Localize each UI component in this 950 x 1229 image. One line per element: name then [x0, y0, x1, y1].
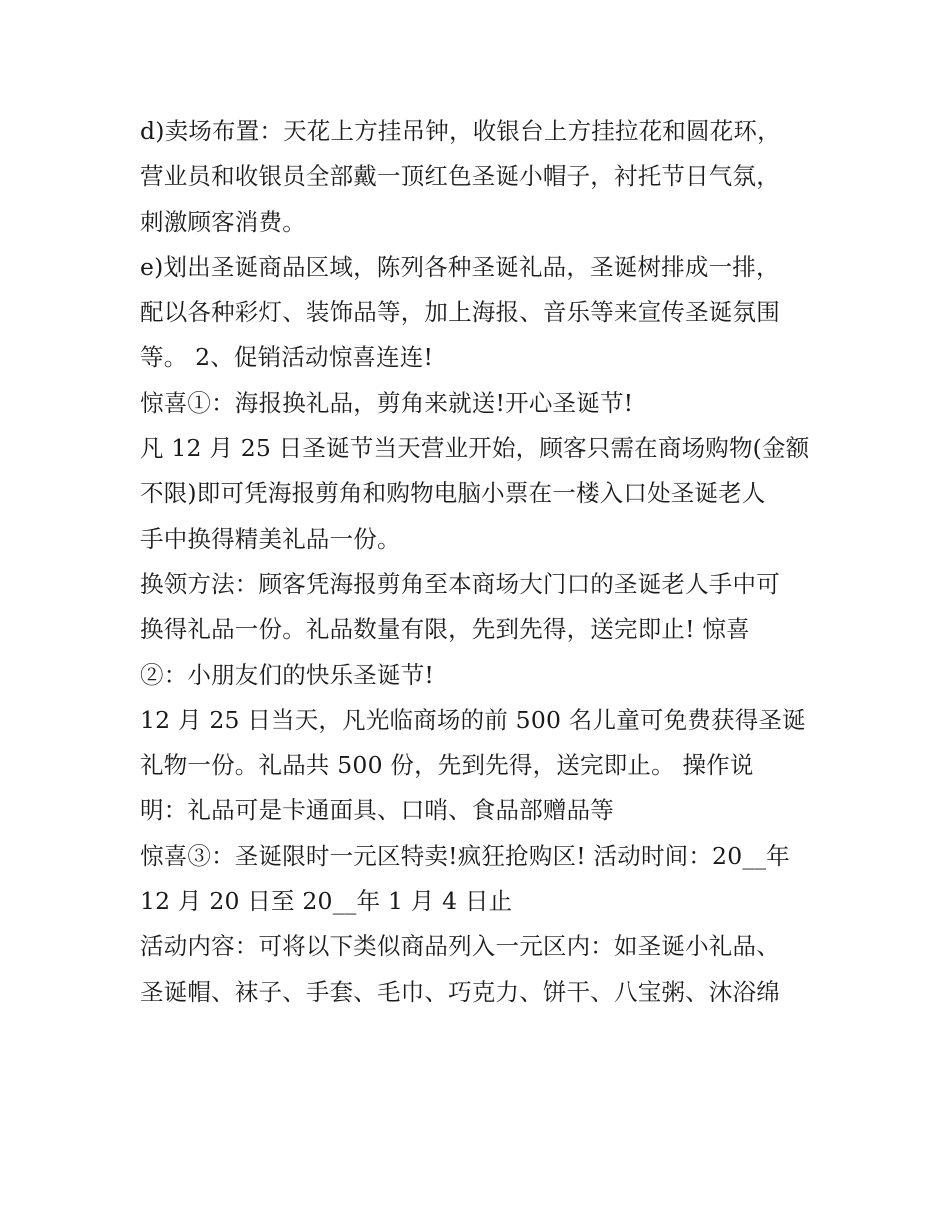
text-line: 活动内容：可将以下类似商品列入一元区内：如圣诞小礼品、 [140, 932, 780, 961]
text-line: ②：小朋友们的快乐圣诞节! [140, 660, 435, 689]
text-line: 换得礼品一份。礼品数量有限，先到先得，送完即止! 惊喜 [140, 615, 750, 644]
text-line: e)划出圣诞商品区域，陈列各种圣诞礼品，圣诞树排成一排， [140, 252, 780, 281]
document-body [140, 109, 830, 1015]
text-line: 凡 12 月 25 日圣诞节当天营业开始，顾客只需在商场购物(金额 [140, 434, 810, 463]
text-line: 12 月 20 日至 20__年 1 月 4 日止 [140, 887, 513, 916]
text-line: 刺激顾客消费。 [140, 207, 306, 236]
text-line: 换领方法：顾客凭海报剪角至本商场大门口的圣诞老人手中可 [140, 569, 780, 598]
text-line: 不限)即可凭海报剪角和购物电脑小票在一楼入口处圣诞老人 [140, 479, 766, 508]
text-line: 礼物一份。礼品共 500 份，先到先得，送完即止。 操作说 [140, 751, 754, 780]
text-line: 配以各种彩灯、装饰品等，加上海报、音乐等来宣传圣诞氛围 [140, 298, 780, 327]
text-line: 12 月 25 日当天，凡光临商场的前 500 名儿童可免费获得圣诞 [140, 705, 806, 734]
text-line: 圣诞帽、袜子、手套、毛巾、巧克力、饼干、八宝粥、沐浴绵 [140, 977, 780, 1006]
text-line: 营业员和收银员全部戴一顶红色圣诞小帽子，衬托节日气氛， [140, 162, 780, 191]
text-line: 手中换得精美礼品一份。 [140, 524, 401, 553]
text-line: 惊喜③：圣诞限时一元区特卖!疯狂抢购区! 活动时间：20__年 [140, 841, 790, 870]
text-line: 惊喜①：海报换礼品，剪角来就送!开心圣诞节! [140, 388, 634, 417]
text-line: d)卖场布置：天花上方挂吊钟，收银台上方挂拉花和圆花环， [140, 117, 781, 145]
text-line: 等。 2、促销活动惊喜连连! [140, 343, 434, 372]
text-line: 明：礼品可是卡通面具、口哨、食品部赠品等 [140, 796, 614, 825]
